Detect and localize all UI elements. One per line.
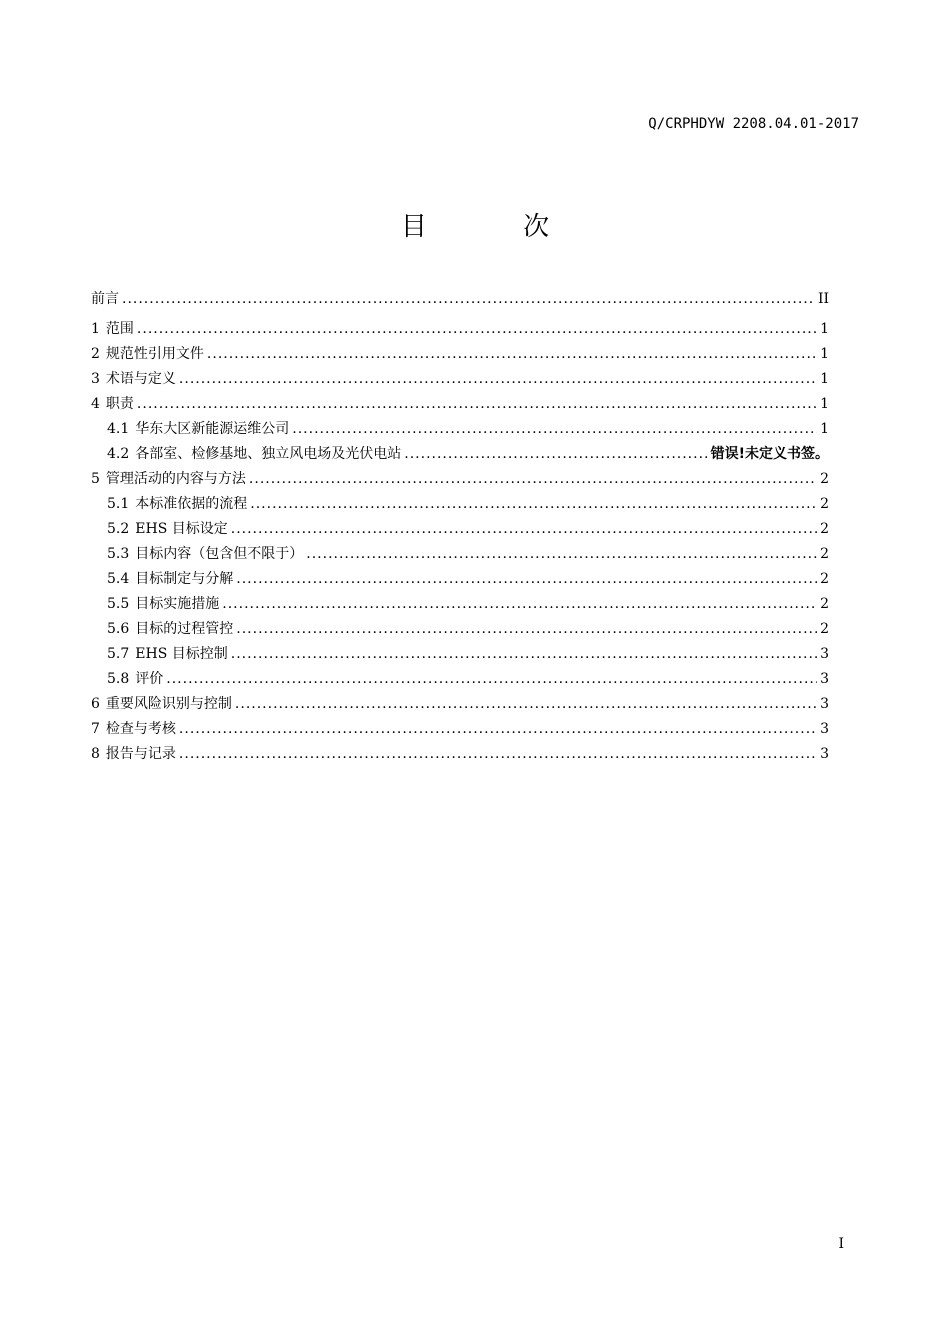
toc-leader-dots xyxy=(249,467,817,492)
toc-entry[interactable] xyxy=(91,492,829,517)
toc-entry-number: 4.2 xyxy=(107,446,130,462)
toc-entry[interactable] xyxy=(91,642,829,667)
toc-entry-label: 重要风险识别与控制 xyxy=(105,696,232,712)
toc-leader-dots xyxy=(166,667,817,692)
toc-entry-label: 各部室、检修基地、独立风电场及光伏电站 xyxy=(135,446,402,462)
toc-entry-page-error: 错误!未定义书签。 xyxy=(710,446,829,462)
toc-entry-number: 5.3 xyxy=(107,546,130,562)
toc-leader-dots xyxy=(137,392,817,417)
toc-entry-number: 7 xyxy=(91,721,100,737)
toc-entry[interactable] xyxy=(91,367,829,392)
table-of-contents xyxy=(91,287,829,767)
toc-entry[interactable] xyxy=(91,742,829,767)
toc-entry-number: 2 xyxy=(91,346,100,362)
toc-entry-page: 2 xyxy=(820,521,829,537)
toc-entry-number: 3 xyxy=(91,371,100,387)
toc-entry-page: 1 xyxy=(820,371,829,387)
toc-entry[interactable] xyxy=(91,417,829,442)
toc-entry-number: 5.5 xyxy=(107,596,130,612)
toc-leader-dots xyxy=(222,592,817,617)
toc-entry-label: 目标的过程管控 xyxy=(135,621,234,637)
toc-leader-dots xyxy=(236,617,817,642)
toc-entry-number: 5.7 xyxy=(107,646,130,662)
toc-entry-page: 3 xyxy=(820,671,829,687)
toc-entry-number: 1 xyxy=(91,321,100,337)
toc-leader-dots xyxy=(235,692,817,717)
toc-entry-label: EHS 目标控制 xyxy=(135,646,228,662)
toc-entry[interactable] xyxy=(91,317,829,342)
toc-entry-number: 8 xyxy=(91,746,100,762)
toc-entry[interactable] xyxy=(91,692,829,717)
toc-entry[interactable] xyxy=(91,617,829,642)
toc-entry-page: 2 xyxy=(820,546,829,562)
toc-leader-dots xyxy=(306,542,817,567)
toc-entry-number: 4 xyxy=(91,396,100,412)
toc-entry-label: EHS 目标设定 xyxy=(135,521,228,537)
toc-entry[interactable] xyxy=(91,592,829,617)
toc-entry-page: 1 xyxy=(820,396,829,412)
toc-entry-number: 6 xyxy=(91,696,100,712)
toc-entry-label: 检查与考核 xyxy=(105,721,176,737)
toc-entry-label: 范围 xyxy=(105,321,134,337)
toc-entry-label: 目标制定与分解 xyxy=(135,571,234,587)
page-number: I xyxy=(838,1236,844,1252)
toc-entry[interactable] xyxy=(91,467,829,492)
toc-entry-label: 规范性引用文件 xyxy=(105,346,204,362)
toc-entry-page: 2 xyxy=(820,621,829,637)
toc-entry-label: 术语与定义 xyxy=(105,371,176,387)
toc-entry-label: 华东大区新能源运维公司 xyxy=(135,421,290,437)
toc-entry[interactable] xyxy=(91,667,829,692)
toc-entry-page: 2 xyxy=(820,471,829,487)
toc-entry[interactable] xyxy=(91,542,829,567)
toc-entry[interactable] xyxy=(91,517,829,542)
toc-entry[interactable] xyxy=(91,567,829,592)
toc-entry-number: 5.8 xyxy=(107,671,130,687)
toc-entry-number: 5.6 xyxy=(107,621,130,637)
toc-entry-page: II xyxy=(817,291,829,307)
toc-entry-page: 1 xyxy=(820,321,829,337)
toc-entry-page: 3 xyxy=(820,646,829,662)
toc-leader-dots xyxy=(231,517,817,542)
toc-entry-label: 评价 xyxy=(135,671,164,687)
toc-leader-dots xyxy=(231,642,817,667)
toc-entry-number: 5 xyxy=(91,471,100,487)
toc-entry-page: 2 xyxy=(820,496,829,512)
toc-leader-dots xyxy=(250,492,817,517)
toc-entry-label: 目标实施措施 xyxy=(135,596,220,612)
toc-leader-dots xyxy=(137,317,817,342)
toc-leader-dots xyxy=(292,417,817,442)
toc-leader-dots xyxy=(404,442,707,467)
toc-entry-label: 目标内容（包含但不限于） xyxy=(135,546,304,562)
toc-entry-page: 1 xyxy=(820,421,829,437)
toc-entry[interactable] xyxy=(91,717,829,742)
toc-entry-page: 3 xyxy=(820,746,829,762)
toc-entry-number: 5.4 xyxy=(107,571,130,587)
toc-leader-dots xyxy=(207,342,817,367)
toc-entry-page: 2 xyxy=(820,596,829,612)
toc-entry-label: 报告与记录 xyxy=(105,746,176,762)
toc-entry-label: 职责 xyxy=(105,396,134,412)
toc-entry-page: 3 xyxy=(820,696,829,712)
toc-leader-dots xyxy=(179,742,817,767)
toc-entry-page: 2 xyxy=(820,571,829,587)
toc-entry-number: 5.2 xyxy=(107,521,130,537)
toc-leader-dots xyxy=(179,367,817,392)
toc-entry-page: 1 xyxy=(820,346,829,362)
toc-entry-label: 本标准依据的流程 xyxy=(135,496,248,512)
toc-entry-label: 前言 xyxy=(91,291,119,307)
toc-entry[interactable] xyxy=(91,442,829,467)
toc-entry-label: 管理活动的内容与方法 xyxy=(105,471,246,487)
toc-title: 目 次 xyxy=(400,212,594,242)
toc-entry[interactable] xyxy=(91,342,829,367)
toc-entry-page: 3 xyxy=(820,721,829,737)
toc-leader-dots xyxy=(236,567,817,592)
toc-entry[interactable] xyxy=(91,392,829,417)
document-code: Q/CRPHDYW 2208.04.01-2017 xyxy=(648,116,859,132)
toc-leader-dots xyxy=(122,287,815,312)
toc-entry[interactable] xyxy=(91,287,829,317)
toc-leader-dots xyxy=(179,717,817,742)
toc-entry-number: 4.1 xyxy=(107,421,130,437)
toc-entry-number: 5.1 xyxy=(107,496,130,512)
